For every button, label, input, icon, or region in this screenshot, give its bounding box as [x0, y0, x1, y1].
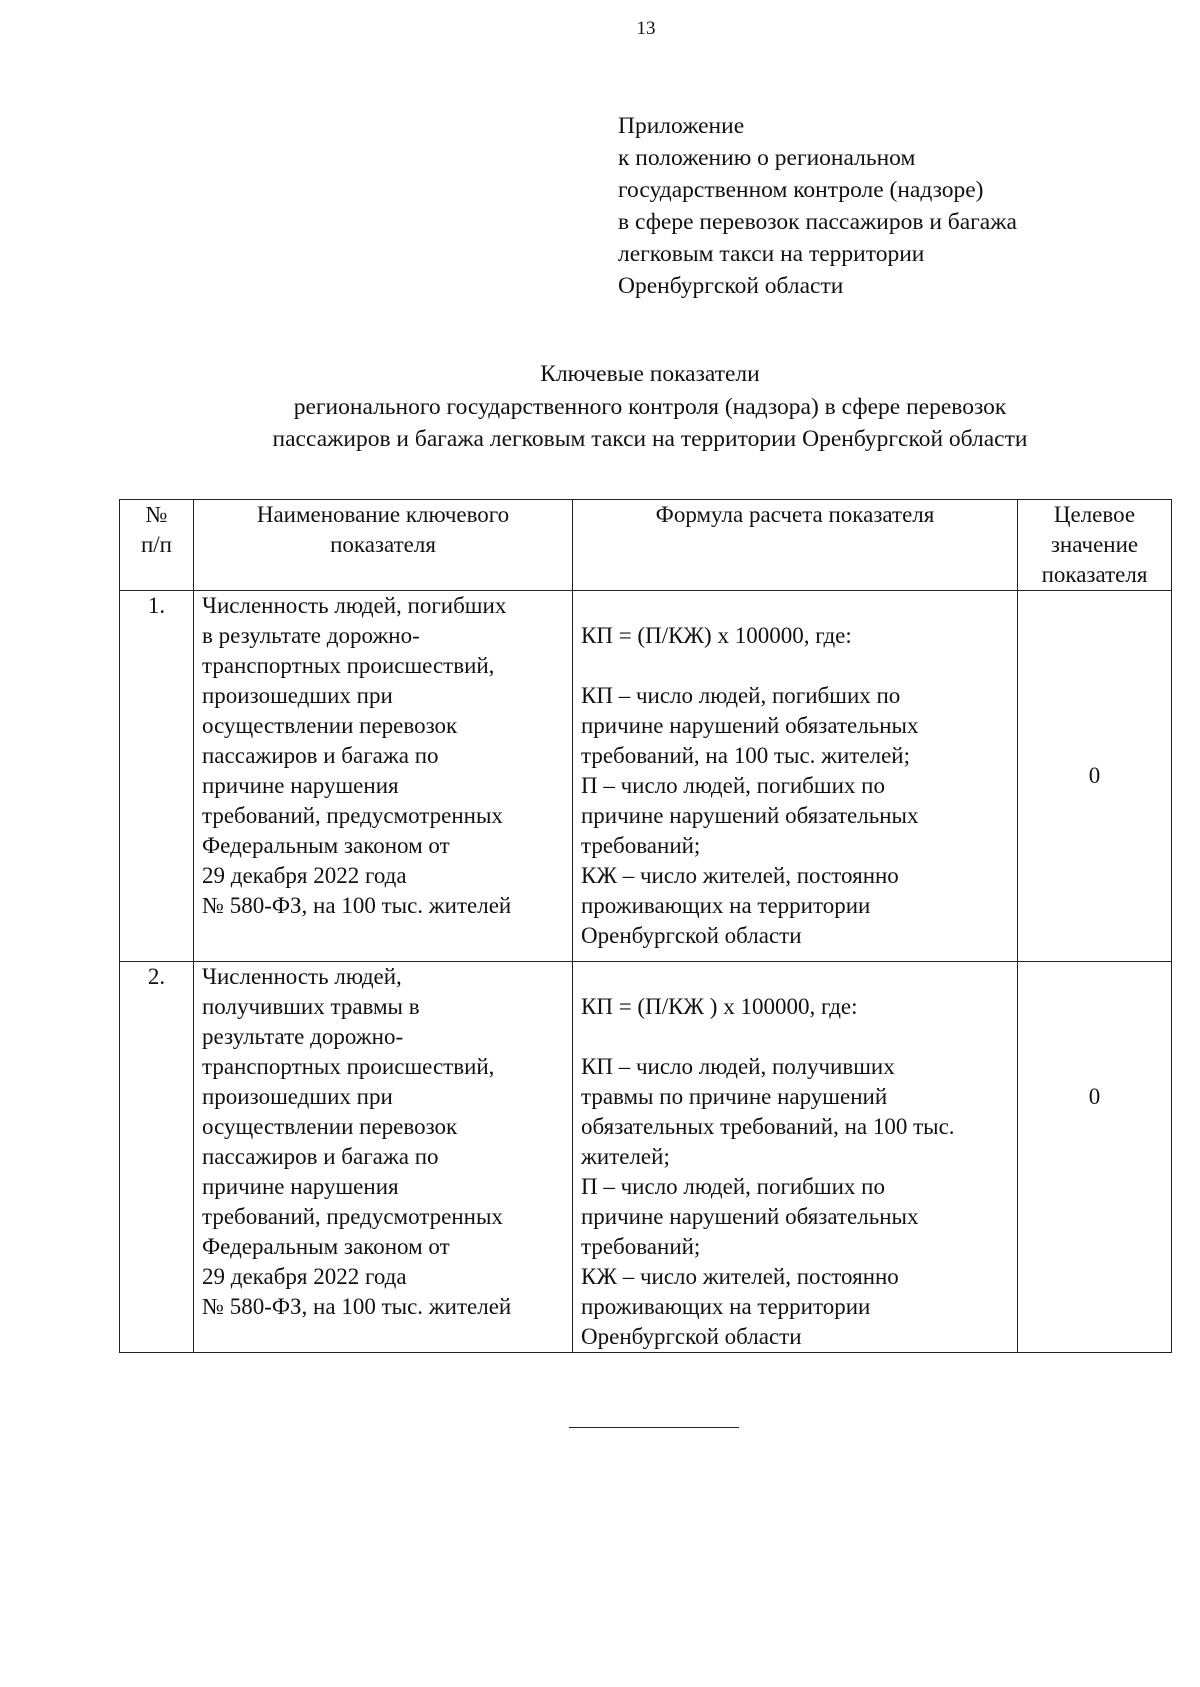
header-target: Целевое значение показателя	[1018, 500, 1172, 591]
row-name: Численность людей, погибших в результате дорожно- транспортных происшествий, произошедших при осуществлении перевозок пассажиров и багажа по причине нарушения требований, предусмотренных Федеральным законом от 29 декабря 2022 года № 580-ФЗ, на 100 тыс. жителей	[194, 591, 573, 962]
appendix-line: государственном контроле (надзоре)	[618, 177, 984, 203]
appendix-line: в сфере перевозок пассажиров и багажа	[618, 209, 1017, 235]
row-formula: КП = (П/КЖ ) х 100000, где: КП – число людей, получивших травмы по причине нарушений обязательных требований, на 100 тыс. жителей; П – число людей, погибших по причине нарушений обязательных требований; КЖ – число жителей, постоянно проживающих на территории Оренбургской области	[573, 962, 1018, 1353]
title-line: Ключевые показатели	[540, 361, 760, 387]
appendix-line: легковым такси на территории	[618, 241, 925, 267]
table-row	[120, 591, 1172, 962]
row-formula: КП = (П/КЖ) х 100000, где: КП – число людей, погибших по причине нарушений обязательных требований, на 100 тыс. жителей; П – число людей, погибших по причине нарушений обязательных требований; КЖ – число жителей, постоянно проживающих на территории Оренбургской области	[573, 591, 1018, 962]
header-name: Наименование ключевого показателя	[194, 500, 573, 591]
document-title	[130, 358, 1170, 456]
key-indicators-table	[119, 499, 1172, 1353]
header-formula: Формула расчета показателя	[573, 500, 1018, 591]
row-number: 1.	[120, 591, 194, 962]
end-divider	[569, 1427, 739, 1428]
table-header-row	[120, 500, 1172, 591]
header-number: № п/п	[120, 500, 194, 591]
row-number: 2.	[120, 962, 194, 1353]
appendix-line: к положению о региональном	[618, 145, 916, 171]
appendix-line: Приложение	[618, 113, 745, 139]
table-row	[120, 962, 1172, 1353]
appendix-heading	[618, 110, 1017, 302]
row-target: 0	[1018, 962, 1172, 1353]
page-number: 13	[636, 18, 656, 39]
title-line: регионального государственного контроля (надзора) в сфере перевозок	[293, 393, 1007, 420]
title-line: пассажиров и багажа легковым такси на территории Оренбургской области	[272, 426, 1028, 452]
row-name: Численность людей, получивших травмы в результате дорожно- транспортных происшествий, произошедших при осуществлении перевозок пассажиров и багажа по причине нарушения требований, предусмотренных Федеральным законом от 29 декабря 2022 года № 580-ФЗ, на 100 тыс. жителей	[194, 962, 573, 1353]
appendix-line: Оренбургской области	[618, 273, 844, 299]
row-target: 0	[1018, 591, 1172, 962]
